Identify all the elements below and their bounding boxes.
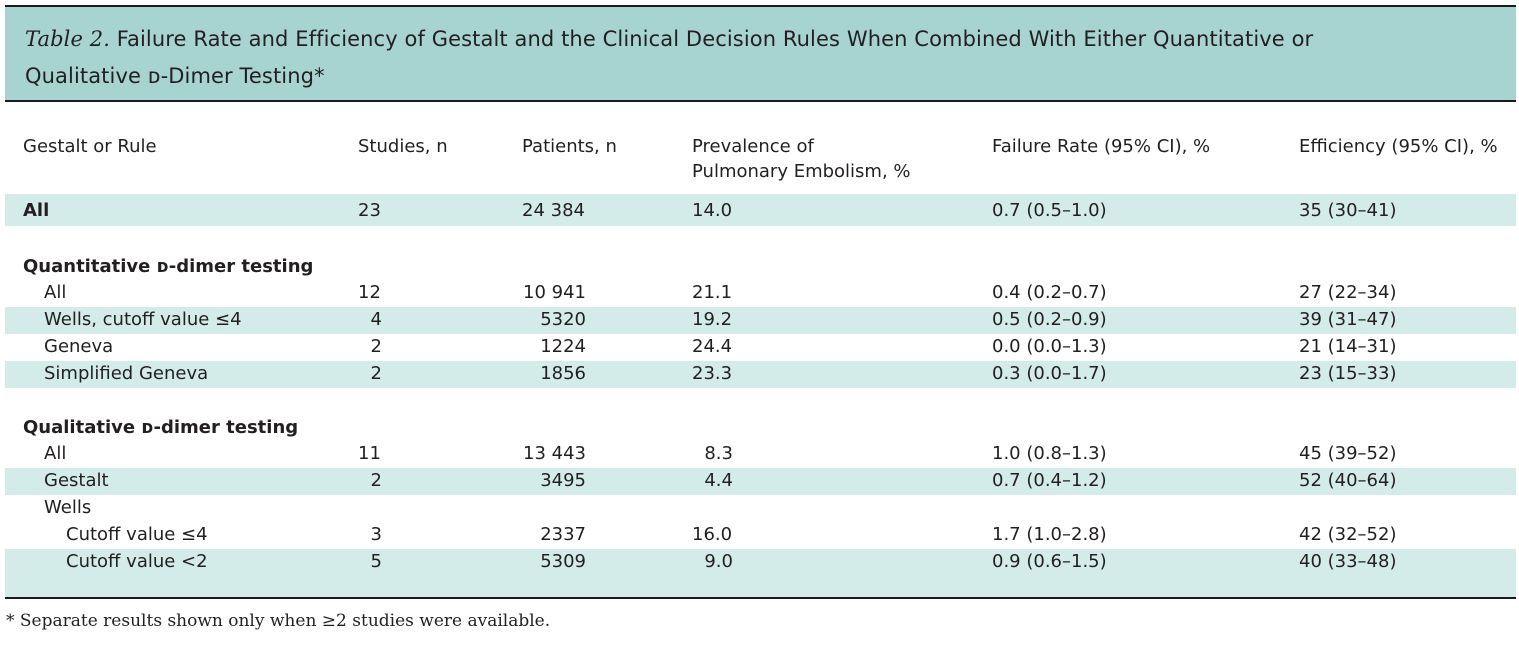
row-efficiency: 45 (39–52) <box>1299 443 1397 464</box>
col-header-efficiency: Efficiency (95% CI), % <box>1299 136 1498 157</box>
row-patients: 1224 <box>540 336 586 357</box>
row-studies: 4 <box>370 309 382 330</box>
row-prevalence: 19.2 <box>692 309 733 330</box>
table-title-box <box>5 5 1516 102</box>
col-header-gestalt: Gestalt or Rule <box>23 136 157 157</box>
row-prevalence: 24.4 <box>692 336 733 357</box>
row-efficiency: 27 (22–34) <box>1299 282 1397 303</box>
row-failure: 0.3 (0.0–1.7) <box>992 363 1107 384</box>
row-band-qual-gestalt <box>5 468 1516 495</box>
row-band-quant-simplified-geneva <box>5 361 1516 388</box>
row-all-efficiency: 35 (30–41) <box>1299 200 1397 221</box>
row-prevalence: 16.0 <box>692 524 733 545</box>
col-header-patients: Patients, n <box>522 136 617 157</box>
table-footnote: * Separate results shown only when ≥2 studies were available. <box>6 611 551 631</box>
row-efficiency: 39 (31–47) <box>1299 309 1397 330</box>
row-patients: 10 941 <box>523 282 586 303</box>
row-label: Wells <box>44 497 92 518</box>
table-number: Table 2. <box>25 27 110 51</box>
row-efficiency: 52 (40–64) <box>1299 470 1397 491</box>
row-failure: 0.0 (0.0–1.3) <box>992 336 1107 357</box>
row-efficiency: 23 (15–33) <box>1299 363 1397 384</box>
section-heading-quantitative: Quantitative ᴅ-dimer testing <box>23 256 314 277</box>
row-all-patients: 24 384 <box>522 200 585 221</box>
table-title-line-2: Qualitative ᴅ-Dimer Testing* <box>25 64 325 88</box>
table-title-line-1 <box>25 27 1313 51</box>
row-prevalence: 9.0 <box>704 551 733 572</box>
row-all-failure: 0.7 (0.5–1.0) <box>992 200 1107 221</box>
row-studies: 2 <box>370 363 382 384</box>
row-failure: 0.4 (0.2–0.7) <box>992 282 1107 303</box>
row-all-studies: 23 <box>358 200 381 221</box>
row-label: All <box>44 443 67 464</box>
row-patients: 5309 <box>540 551 586 572</box>
row-failure: 1.0 (0.8–1.3) <box>992 443 1107 464</box>
row-failure: 0.7 (0.4–1.2) <box>992 470 1107 491</box>
row-prevalence: 23.3 <box>692 363 733 384</box>
row-failure: 0.5 (0.2–0.9) <box>992 309 1107 330</box>
row-label: All <box>44 282 67 303</box>
row-patients: 3495 <box>540 470 586 491</box>
row-failure: 1.7 (1.0–2.8) <box>992 524 1107 545</box>
row-patients: 13 443 <box>523 443 586 464</box>
row-studies: 2 <box>370 470 382 491</box>
row-label: Geneva <box>44 336 114 357</box>
row-prevalence: 4.4 <box>704 470 733 491</box>
row-patients: 5320 <box>540 309 586 330</box>
row-band-qual-cutoff-2 <box>5 549 1516 597</box>
row-prevalence: 21.1 <box>692 282 733 303</box>
section-heading-qualitative: Qualitative ᴅ-dimer testing <box>23 417 299 438</box>
row-label: Cutoff value <2 <box>66 551 208 572</box>
row-label: Wells, cutoff value ≤4 <box>44 309 242 330</box>
col-header-prevalence <box>692 134 911 184</box>
row-all-label: All <box>23 200 50 221</box>
row-failure: 0.9 (0.6–1.5) <box>992 551 1107 572</box>
row-patients: 2337 <box>540 524 586 545</box>
col-header-failure: Failure Rate (95% CI), % <box>992 136 1211 157</box>
row-studies: 2 <box>370 336 382 357</box>
row-efficiency: 42 (32–52) <box>1299 524 1397 545</box>
row-label: Simplified Geneva <box>44 363 209 384</box>
row-studies: 12 <box>358 282 381 303</box>
table-bottom-rule <box>5 597 1516 599</box>
row-studies: 5 <box>370 551 382 572</box>
row-studies: 3 <box>370 524 382 545</box>
row-label: Cutoff value ≤4 <box>66 524 208 545</box>
table-title-text: Failure Rate and Efficiency of Gestalt and the Clinical Decision Rules When Combined With Either Quantitative or <box>116 27 1314 51</box>
col-header-studies: Studies, n <box>358 136 448 157</box>
row-band-all <box>5 194 1516 226</box>
row-studies: 11 <box>358 443 381 464</box>
row-label: Gestalt <box>44 470 109 491</box>
col-header-prevalence-line-2: Pulmonary Embolism, % <box>692 161 911 182</box>
col-header-prevalence-line-1: Prevalence of <box>692 136 814 157</box>
row-efficiency: 40 (33–48) <box>1299 551 1397 572</box>
row-all-prevalence: 14.0 <box>692 200 733 221</box>
row-prevalence: 8.3 <box>704 443 733 464</box>
row-patients: 1856 <box>540 363 586 384</box>
row-efficiency: 21 (14–31) <box>1299 336 1397 357</box>
